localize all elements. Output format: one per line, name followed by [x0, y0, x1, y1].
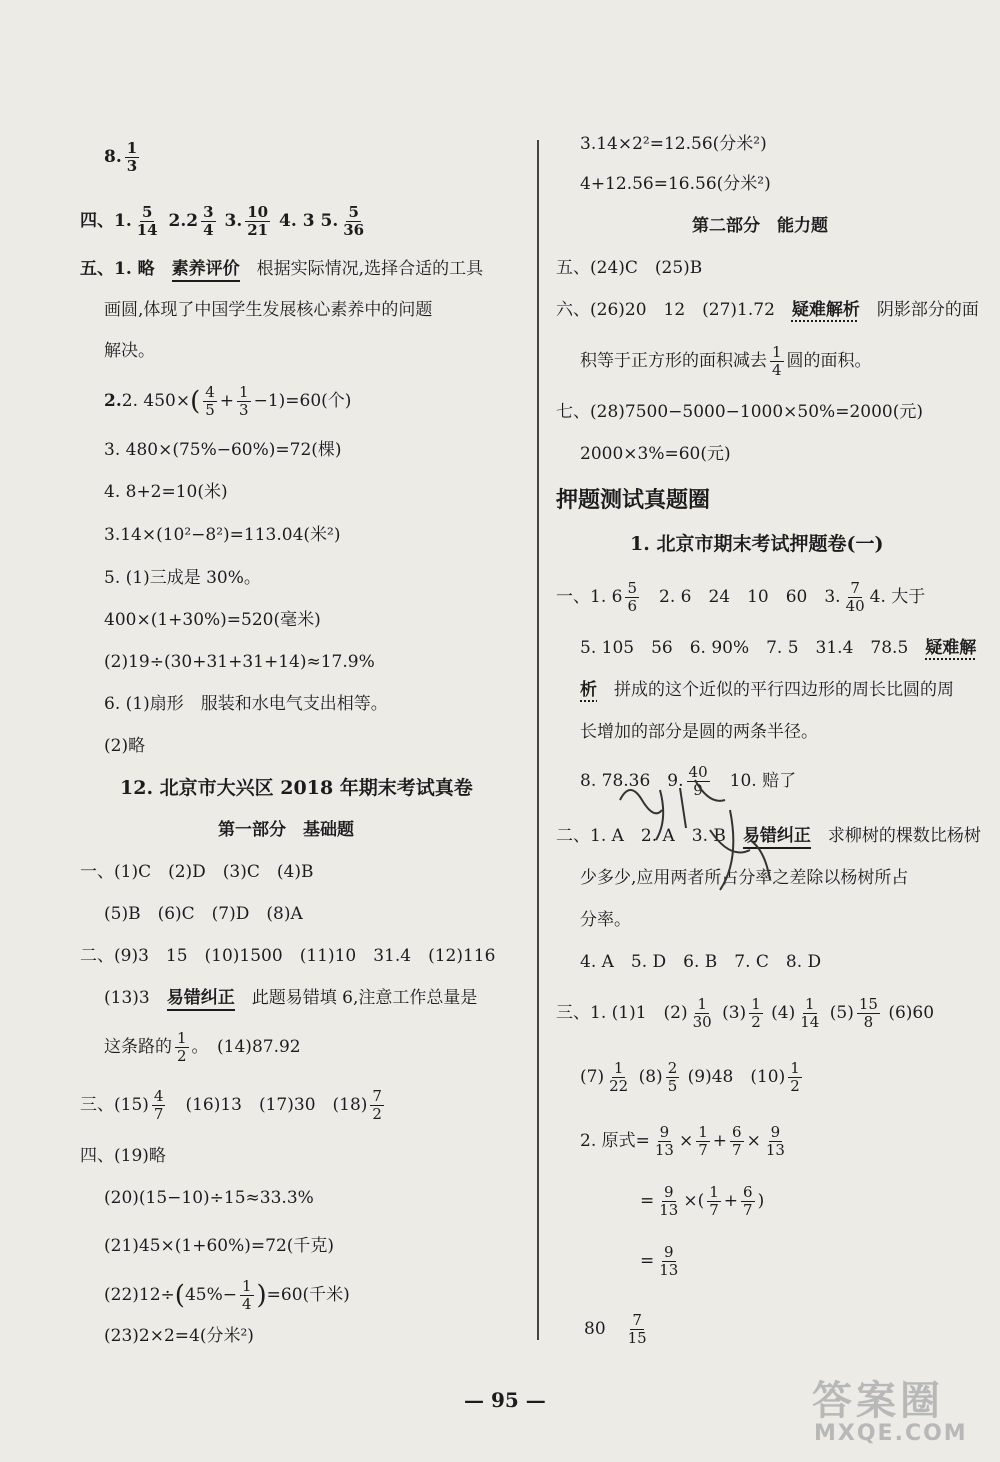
answer-line: 分率。: [580, 910, 631, 930]
answer-line: 2. 原式= $\frac{9}{13}$ × $\frac{1}{7}$ + $\frac{6}{7}$ × $\frac{9}{13}$: [580, 1123, 785, 1159]
answer-line: 积等于正方形的面积减去 $\frac{1}{4}$ 圆的面积。: [580, 343, 872, 379]
answer-line: 5. (1)三成是 30%。: [104, 568, 261, 588]
answer-line: (5)B (6)C (7)D (8)A: [104, 904, 303, 924]
fraction: $\frac{5}{6}$: [627, 579, 637, 615]
answer-line: 5. 105 56 6. 90% 7. 5 31.4 78.5 疑难解: [580, 638, 977, 658]
answer-line: 二、(9)3 15 (10)1500 (11)10 31.4 (12)116: [80, 946, 496, 966]
tag-label: 易错纠正: [167, 988, 235, 1011]
answer-line: (23)2×2=4(分米²): [104, 1326, 254, 1346]
answer-line: 四、1. $\frac{5}{14}$ 2.2 $\frac{3}{4}$ 3. $\frac{10}{21}$ 4. 3 5. $\frac{5}{36}$: [80, 203, 365, 239]
fraction: $\frac{1}{7}$: [698, 1123, 708, 1159]
answer-line: 一、1. 6 $\frac{5}{6}$ 2. 6 24 10 60 3. $\frac{7}{40}$ 4. 大于: [556, 579, 926, 615]
section-heading: 第一部分 基础题: [218, 820, 354, 840]
answer-line: 三、(15) $\frac{4}{7}$ (16)13 (17)30 (18) $\frac{7}{2}$: [80, 1087, 382, 1123]
answer-line: 4. A 5. D 6. B 7. C 8. D: [580, 952, 822, 972]
fraction: $\frac{2}{5}$: [667, 1059, 678, 1095]
fraction: $\frac{9}{13}$: [659, 1243, 679, 1279]
fraction: $\frac{5}{14}$: [136, 203, 158, 239]
fraction: $\frac{1}{2}$: [790, 1059, 800, 1095]
answer-line: 七、(28)7500−5000−1000×50%=2000(元): [556, 402, 923, 422]
watermark-line2: MXQE.COM: [814, 1421, 968, 1446]
fraction: $\frac{15}{8}$: [858, 995, 878, 1031]
answer-line: 8. $\frac{1}{3}$: [104, 139, 138, 175]
answer-line: (7) $\frac{1}{22}$ (8) $\frac{2}{5}$ (9)48 (10) $\frac{1}{2}$: [580, 1059, 800, 1095]
fraction: $\frac{9}{13}$: [765, 1123, 785, 1159]
fraction: $\frac{7}{40}$: [845, 579, 865, 615]
answer-line: 4. 8+2=10(米): [104, 482, 228, 502]
answer-line: 析 拼成的这个近似的平行四边形的周长比圆的周: [580, 680, 954, 700]
fraction: $\frac{6}{7}$: [743, 1183, 753, 1219]
fraction: $\frac{1}{3}$: [239, 383, 249, 419]
answer-line: 少多少,应用两者所占分率之差除以杨树所占: [580, 868, 909, 888]
fraction: $\frac{1}{4}$: [772, 343, 782, 379]
answer-line: (2)略: [104, 736, 146, 756]
answer-line: 3.14×(10²−8²)=113.04(米²): [104, 525, 341, 545]
fraction: $\frac{1}{7}$: [709, 1183, 719, 1219]
answer-line: 6. (1)扇形 服装和水电气支出相等。: [104, 694, 388, 714]
answer-line: (22)12÷(45%− $\frac{1}{4}$ )=60(千米): [104, 1277, 350, 1313]
page-number: — 95 —: [464, 1388, 546, 1412]
answer-line: (13)3 易错纠正 此题易错填 6,注意工作总量是: [104, 984, 477, 1012]
fraction: $\frac{9}{13}$: [654, 1123, 674, 1159]
fraction: $\frac{10}{21}$: [247, 203, 269, 239]
tag-label: 疑难解: [925, 638, 977, 658]
answer-line: 二、1. A 2. A 3. B 易错纠正 求柳树的棵数比杨树: [556, 822, 981, 850]
answer-line: 8. 78.36 9. $\frac{40}{9}$ 10. 赔了: [580, 763, 797, 799]
answer-line: 解决。: [104, 341, 155, 361]
fraction: $\frac{7}{15}$: [627, 1311, 647, 1347]
exam-title: 1. 北京市期末考试押题卷(一): [630, 533, 884, 555]
tag-label: 素养评价: [172, 259, 240, 282]
answer-line: = $\frac{9}{13}$ ×( $\frac{1}{7}$ + $\frac{6}{7}$ ): [640, 1183, 765, 1219]
answer-line: (20)(15−10)÷15≈33.3%: [104, 1188, 314, 1208]
fraction: $\frac{1}{22}$: [609, 1059, 629, 1095]
column-divider: [537, 140, 539, 1340]
handwriting-scribble: [600, 770, 790, 920]
answer-line: 3.14×2²=12.56(分米²): [580, 134, 767, 154]
answer-line: 五、1. 略 素养评价 根据实际情况,选择合适的工具: [80, 255, 483, 283]
section-heading: 第二部分 能力题: [692, 216, 828, 236]
answer-line: 一、(1)C (2)D (3)C (4)B: [80, 862, 314, 882]
answer-line: 400×(1+30%)=520(毫米): [104, 610, 321, 630]
answer-line: = $\frac{9}{13}$: [640, 1243, 679, 1279]
answer-line: 3. 480×(75%−60%)=72(棵): [104, 440, 342, 460]
answer-line: 四、(19)略: [80, 1146, 166, 1166]
answer-line: 这条路的 $\frac{1}{2}$ 。 (14)87.92: [104, 1029, 301, 1065]
watermark-line1: 答案圈: [812, 1378, 944, 1424]
answer-line: 4+12.56=16.56(分米²): [580, 174, 771, 194]
fraction: $\frac{1}{2}$: [177, 1029, 187, 1065]
tag-label: 析: [580, 680, 597, 700]
fraction: $\frac{1}{2}$: [751, 995, 761, 1031]
answer-line: 2000×3%=60(元): [580, 444, 731, 464]
answer-line: 三、1. (1)1 (2) $\frac{1}{30}$ (3) $\frac{1}{2}$ (4) $\frac{1}{14}$ (5) $\frac{15}{8}$ (6)60: [556, 995, 935, 1031]
fraction: $\frac{40}{9}$: [688, 763, 708, 799]
tag-label: 易错纠正: [743, 826, 811, 849]
fraction: $\frac{1}{30}$: [692, 995, 712, 1031]
answer-line: 画圆,体现了中国学生发展核心素养中的问题: [104, 300, 433, 320]
answer-line: 长增加的部分是圆的两条半径。: [580, 722, 818, 742]
fraction: $\frac{9}{13}$: [659, 1183, 679, 1219]
fraction: $\frac{6}{7}$: [732, 1123, 742, 1159]
fraction: $\frac{4}{7}$: [153, 1087, 164, 1123]
answer-line: 六、(26)20 12 (27)1.72 疑难解析 阴影部分的面: [556, 300, 979, 320]
fraction: $\frac{1}{4}$: [241, 1277, 252, 1313]
fraction: $\frac{1}{14}$: [800, 995, 820, 1031]
fraction: $\frac{5}{36}$: [343, 203, 365, 239]
exam-title: 12. 北京市大兴区 2018 年期末考试真卷: [120, 777, 473, 799]
fraction: $\frac{1}{3}$: [126, 139, 138, 175]
answer-line: 五、(24)C (25)B: [556, 258, 703, 278]
fraction: $\frac{3}{4}$: [203, 203, 214, 239]
fraction: $\frac{4}{5}$: [205, 383, 215, 419]
fraction: $\frac{7}{2}$: [372, 1087, 382, 1123]
section-title: 押题测试真题圈: [556, 487, 711, 513]
answer-line: (21)45×(1+60%)=72(千克): [104, 1236, 335, 1256]
answer-line: 2.2. 450×( $\frac{4}{5}$ + $\frac{1}{3}$ −1)=60(个): [104, 383, 352, 419]
answer-line: (2)19÷(30+31+31+14)≈17.9%: [104, 652, 375, 672]
answer-line: 80 $\frac{7}{15}$: [584, 1311, 647, 1347]
tag-label: 疑难解析: [791, 300, 860, 320]
watermark-logo: [802, 1369, 992, 1454]
